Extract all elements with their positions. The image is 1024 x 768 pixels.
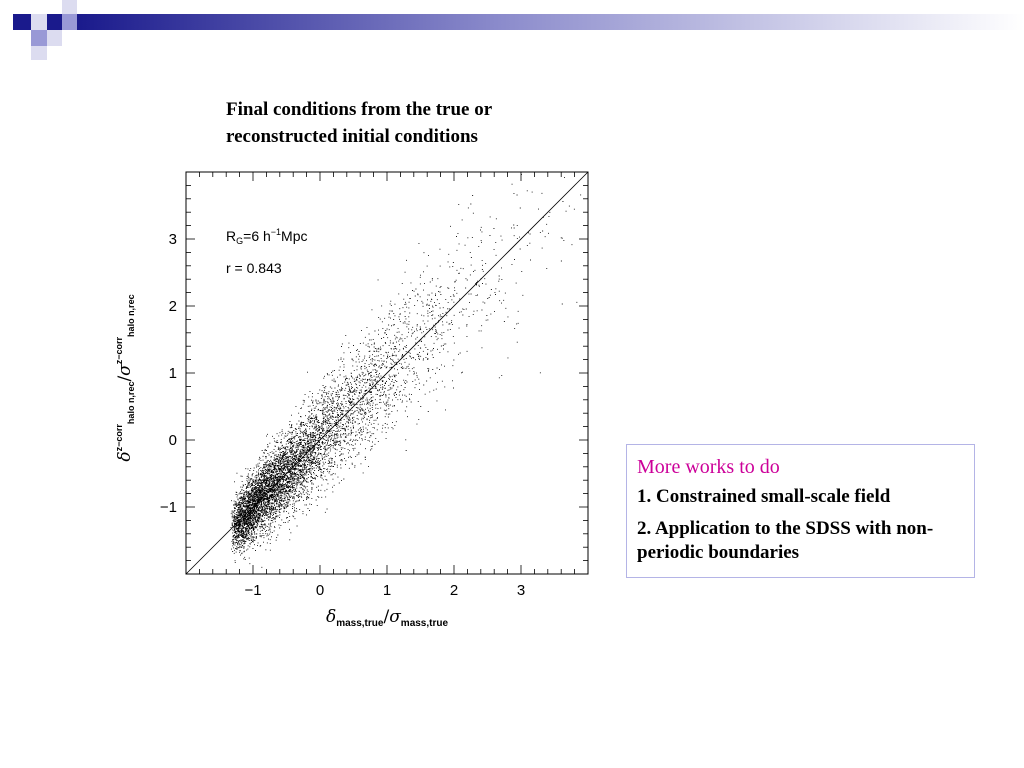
x-tick-label: 3 <box>516 582 526 599</box>
slide-title <box>226 96 586 150</box>
y-tick-label: −1 <box>159 499 177 516</box>
note-item: 1. Constrained small-scale field <box>637 486 891 507</box>
y-tick-label: 2 <box>168 298 177 315</box>
slide-title-line: Final conditions from the true or <box>226 99 493 120</box>
todo-note-box <box>626 444 975 578</box>
header-square <box>13 14 31 30</box>
header-gradient-bar <box>77 14 1024 30</box>
y-tick-label: 0 <box>168 432 177 449</box>
x-tick-label: 0 <box>315 582 325 599</box>
correlation-annotation: r = 0.843 <box>226 260 282 276</box>
x-axis-label: $\delta_{mass,true}/\sigma_{mass,true}$ <box>325 607 449 629</box>
x-tick-label: 1 <box>382 582 392 599</box>
header-square <box>31 30 47 46</box>
note-item: 2. Application to the SDSS with non-periodic boundaries <box>637 518 934 563</box>
y-tick-label: 3 <box>168 231 177 248</box>
y-axis-label <box>114 294 136 461</box>
x-tick-label: 2 <box>449 582 459 599</box>
header-decoration <box>0 0 1024 60</box>
svg-text:δz−corrhalo n,rec/σz−corrhalo: $\delta^{z-corr}_{halo n,rec}/\sigma^{z-corr}_{halo n,rec}$ <box>114 294 136 462</box>
smoothing-scale-annotation: $R_G=6$ $h^{-1}Mpc$ <box>226 227 308 246</box>
y-tick-label: 1 <box>168 365 177 382</box>
header-square <box>47 14 62 30</box>
header-square <box>31 14 47 30</box>
header-square <box>62 0 77 14</box>
x-tick-label: −1 <box>244 582 262 599</box>
header-square <box>62 14 77 30</box>
scatter-chart <box>100 160 610 640</box>
note-heading: More works to do <box>637 456 780 478</box>
header-square <box>31 46 47 60</box>
slide-title-line: reconstructed initial conditions <box>226 126 478 147</box>
header-square <box>47 30 62 46</box>
